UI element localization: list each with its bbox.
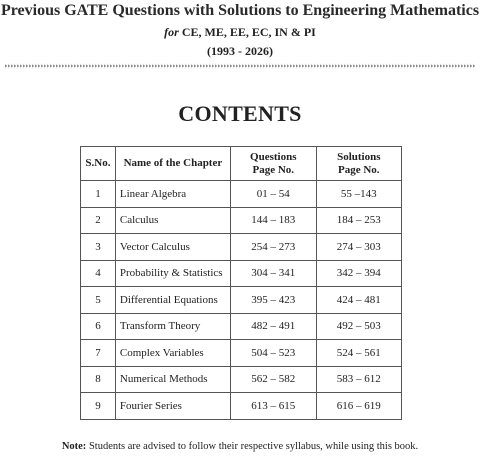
cell-sno: 8 bbox=[81, 366, 116, 393]
cell-solutions-pages: 184 – 253 bbox=[316, 207, 401, 234]
subtitle-for: for bbox=[164, 25, 179, 39]
cell-sno: 1 bbox=[81, 181, 116, 208]
decorative-divider bbox=[5, 63, 475, 69]
cell-questions-pages: 562 – 582 bbox=[230, 366, 316, 393]
header-sno: S.No. bbox=[81, 147, 116, 181]
cell-solutions-pages: 492 – 503 bbox=[316, 313, 401, 340]
cell-chapter-name: Calculus bbox=[115, 207, 230, 234]
cell-questions-pages: 504 – 523 bbox=[230, 340, 316, 367]
cell-solutions-pages: 616 – 619 bbox=[316, 393, 401, 420]
note-text: Students are advised to follow their respective syllabus, while using this book. bbox=[88, 441, 419, 452]
cell-questions-pages: 304 – 341 bbox=[230, 260, 316, 287]
cell-sno: 4 bbox=[81, 260, 116, 287]
cell-sno: 7 bbox=[81, 340, 116, 367]
cell-sno: 3 bbox=[81, 234, 116, 261]
header-solutions-page bbox=[316, 147, 401, 181]
cell-questions-pages: 613 – 615 bbox=[230, 393, 316, 420]
table-row bbox=[81, 340, 402, 367]
cell-solutions-pages: 274 – 303 bbox=[316, 234, 401, 261]
note-label: Note: bbox=[61, 441, 87, 452]
header-questions-page bbox=[230, 147, 316, 181]
cell-chapter-name: Vector Calculus bbox=[115, 234, 230, 261]
header-solutions-line2: Page No. bbox=[338, 163, 380, 176]
contents-heading: CONTENTS bbox=[178, 101, 302, 126]
cell-questions-pages: 482 – 491 bbox=[230, 313, 316, 340]
cell-sno: 2 bbox=[81, 207, 116, 234]
subtitle-branches: CE, ME, EE, EC, IN & PI bbox=[181, 25, 316, 39]
table-row bbox=[81, 287, 402, 314]
cell-chapter-name: Linear Algebra bbox=[115, 181, 230, 208]
cell-solutions-pages: 55 –143 bbox=[316, 181, 401, 208]
table-row bbox=[81, 393, 402, 420]
cell-chapter-name: Fourier Series bbox=[115, 393, 230, 420]
cell-sno: 9 bbox=[81, 393, 116, 420]
table-header-row bbox=[81, 147, 402, 181]
cell-chapter-name: Probability & Statistics bbox=[115, 260, 230, 287]
cell-solutions-pages: 424 – 481 bbox=[316, 287, 401, 314]
year-range: (1993 - 2026) bbox=[207, 44, 273, 58]
table-row bbox=[81, 181, 402, 208]
cell-solutions-pages: 583 – 612 bbox=[316, 366, 401, 393]
cell-chapter-name: Transform Theory bbox=[115, 313, 230, 340]
table-row bbox=[81, 260, 402, 287]
cell-sno: 5 bbox=[81, 287, 116, 314]
syllabus-note bbox=[0, 440, 480, 453]
header-questions-line2: Page No. bbox=[252, 163, 295, 176]
cell-chapter-name: Numerical Methods bbox=[115, 366, 230, 393]
header-solutions-line1: Solutions bbox=[337, 150, 381, 163]
table-row bbox=[81, 366, 402, 393]
book-subtitle bbox=[0, 25, 480, 39]
cell-questions-pages: 01 – 54 bbox=[230, 181, 316, 208]
contents-table bbox=[80, 146, 402, 420]
cell-solutions-pages: 524 – 561 bbox=[316, 340, 401, 367]
table-row bbox=[81, 207, 402, 234]
table-row bbox=[81, 234, 402, 261]
cell-chapter-name: Complex Variables bbox=[115, 340, 230, 367]
cell-chapter-name: Differential Equations bbox=[115, 287, 230, 314]
cell-questions-pages: 395 – 423 bbox=[230, 287, 316, 314]
cell-solutions-pages: 342 – 394 bbox=[316, 260, 401, 287]
cell-sno: 6 bbox=[81, 313, 116, 340]
cell-questions-pages: 254 – 273 bbox=[230, 234, 316, 261]
book-title: Previous GATE Questions with Solutions to Engineering Mathematics bbox=[0, 2, 480, 19]
table-row bbox=[81, 313, 402, 340]
header-questions-line1: Questions bbox=[250, 150, 297, 163]
cell-questions-pages: 144 – 183 bbox=[230, 207, 316, 234]
header-chapter-name: Name of the Chapter bbox=[115, 147, 230, 181]
